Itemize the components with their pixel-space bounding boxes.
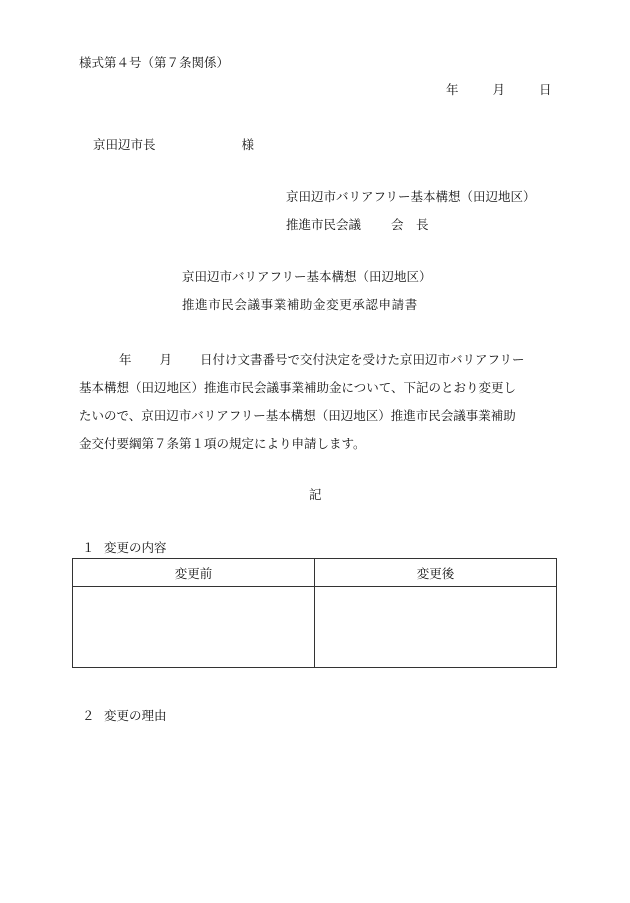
body-line-1 <box>79 346 555 374</box>
body-line-1-text: 日付け文書番号で交付決定を受けた京田辺市バリアフリー <box>200 352 525 367</box>
body-paragraph <box>79 346 555 458</box>
body-line-4: 金交付要綱第７条第１項の規定により申請します。 <box>79 436 366 451</box>
document-title-line-1: 京田辺市バリアフリー基本構想（田辺地区） <box>182 269 432 284</box>
section-2-title: 変更の理由 <box>104 708 167 723</box>
change-content-table <box>72 558 557 668</box>
applicant-council: 推進市民会議 <box>286 217 362 232</box>
section-1-number: １ <box>82 540 95 555</box>
section-2-number: ２ <box>82 708 95 723</box>
date-month-label: 月 <box>492 82 506 97</box>
document-title-line-2: 推進市民会議事業補助金変更承認申請書 <box>182 297 418 312</box>
body-line-3: たいので、京田辺市バリアフリー基本構想（田辺地区）推進市民会議事業補助 <box>79 408 516 423</box>
before-change-cell[interactable] <box>73 587 315 668</box>
date-year-label: 年 <box>446 82 459 97</box>
after-change-cell[interactable] <box>315 587 557 668</box>
section-2-heading <box>82 706 167 724</box>
section-1-heading <box>82 538 167 556</box>
addressee <box>93 135 254 153</box>
date-day-label: 日 <box>539 82 552 97</box>
date-line <box>446 80 552 98</box>
addressee-honorific: 様 <box>241 137 255 152</box>
after-change-header: 変更後 <box>315 559 557 587</box>
body-year: 年 <box>119 352 132 367</box>
addressee-name: 京田辺市長 <box>93 137 156 152</box>
body-month: 月 <box>159 352 173 367</box>
section-1-title: 変更の内容 <box>104 540 167 555</box>
applicant-role-line <box>286 215 429 233</box>
before-change-header: 変更前 <box>73 559 315 587</box>
body-line-2: 基本構想（田辺地区）推進市民会議事業補助金について、下記のとおり変更し <box>79 380 517 395</box>
form-number: 様式第４号（第７条関係） <box>79 55 230 70</box>
table-row <box>73 587 557 668</box>
applicant-role: 会 長 <box>391 217 429 232</box>
applicant-organization: 京田辺市バリアフリー基本構想（田辺地区） <box>286 189 536 204</box>
table-header-row <box>73 559 557 587</box>
notation-ki: 記 <box>309 487 322 502</box>
